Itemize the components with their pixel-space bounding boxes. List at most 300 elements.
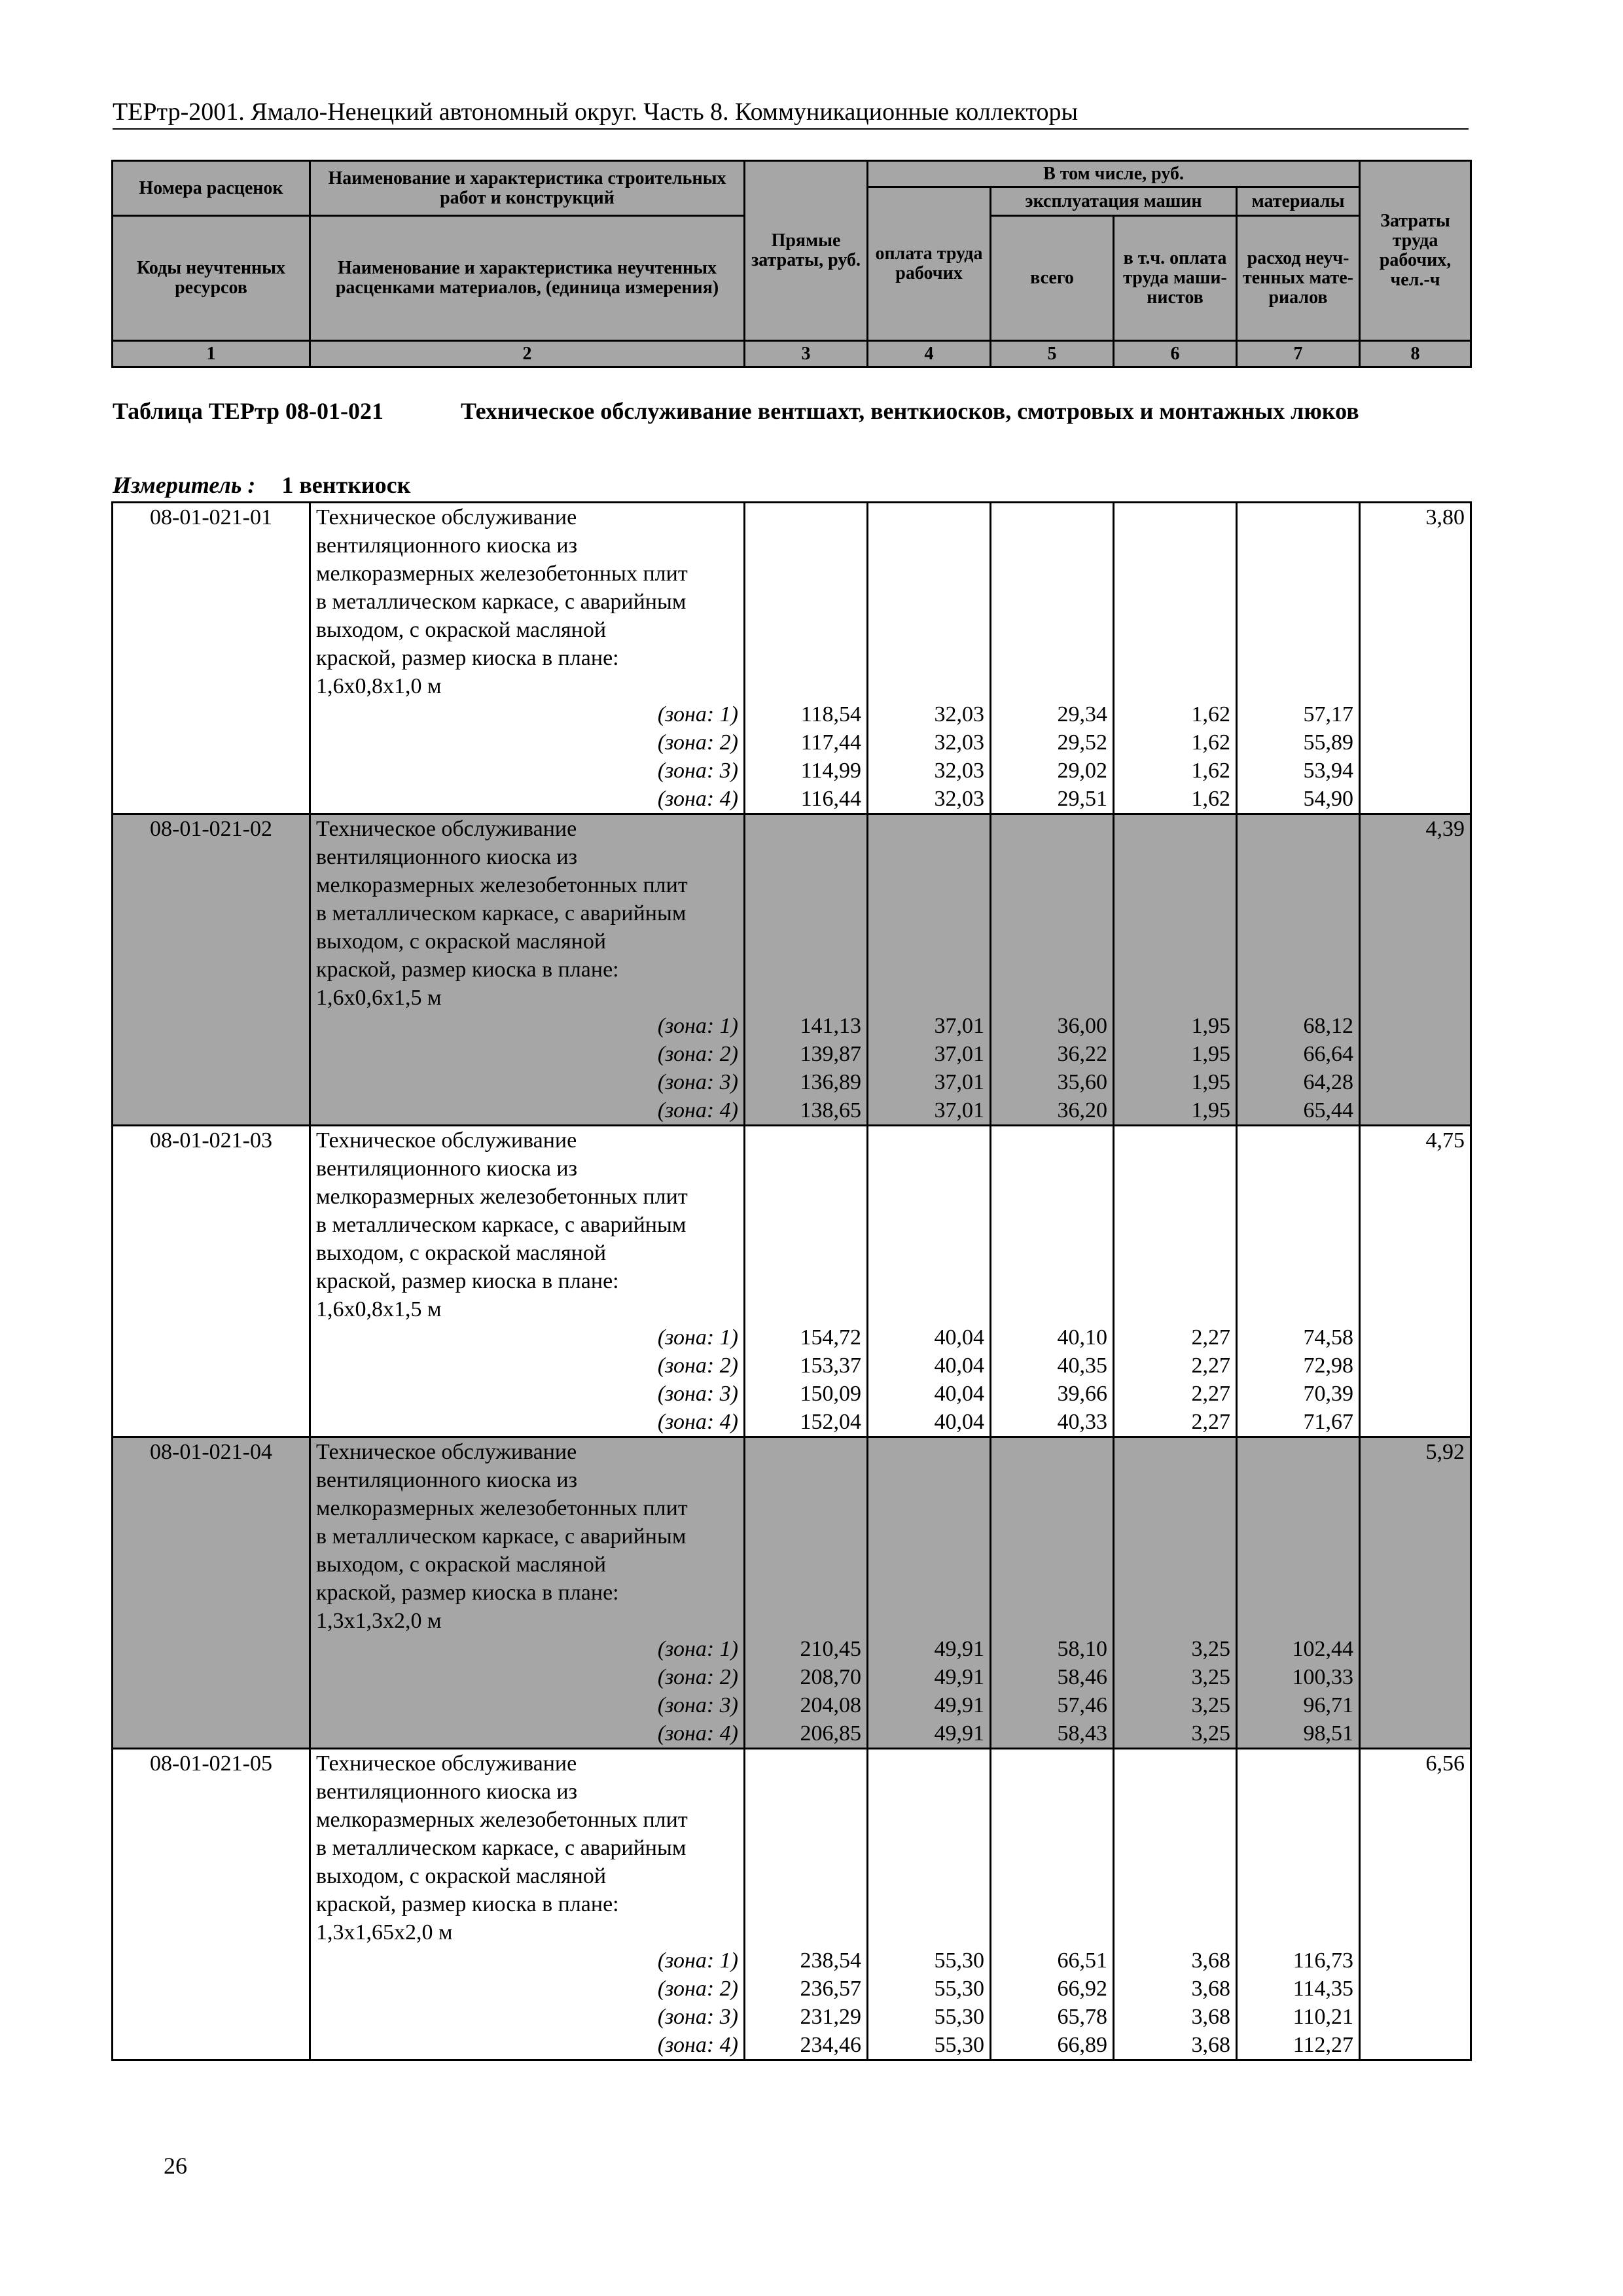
rate-description-line: вентиляционного киоска из — [310, 1155, 745, 1183]
table-row — [113, 1778, 1471, 1806]
labor-cell — [1360, 1946, 1471, 1975]
rate-description-line: в металлическом каркасе, с аварийным — [310, 1211, 745, 1239]
table-row — [113, 1691, 1471, 1719]
labor-cell — [1360, 956, 1471, 984]
rate-code-cell — [113, 2003, 310, 2031]
direct-cost: 138,65 — [745, 1096, 868, 1126]
value-cell — [868, 1918, 991, 1946]
labor-cell — [1360, 1607, 1471, 1635]
value-cell — [868, 672, 991, 700]
value-cell — [991, 1155, 1114, 1183]
table-row — [113, 956, 1471, 984]
worker-pay: 55,30 — [868, 2031, 991, 2060]
machines-total: 36,00 — [991, 1012, 1114, 1040]
rate-code-cell — [113, 1295, 310, 1323]
zone-label: (зона: 1) — [310, 1012, 745, 1040]
value-cell — [1237, 1239, 1360, 1267]
labor-cell — [1360, 728, 1471, 757]
worker-pay: 55,30 — [868, 1975, 991, 2003]
table-row — [113, 843, 1471, 871]
rate-code-cell — [113, 1635, 310, 1663]
rate-code-cell — [113, 2031, 310, 2060]
rate-code: 08-01-021-05 — [113, 1749, 310, 1778]
rate-code-cell — [113, 1352, 310, 1380]
value-cell — [745, 814, 868, 844]
measure-line — [113, 471, 410, 499]
table-row — [113, 531, 1471, 560]
page-header: ТЕРтр-2001. Ямало-Ненецкий автономный округ. Часть 8. Коммуникационные коллекторы — [113, 97, 1469, 130]
operator-pay: 2,27 — [1114, 1323, 1237, 1352]
machines-total: 29,02 — [991, 757, 1114, 785]
rate-code-cell — [113, 1040, 310, 1068]
labor-cell — [1360, 757, 1471, 785]
rate-description-line: Техническое обслуживание — [310, 1126, 745, 1155]
value-cell — [1114, 956, 1237, 984]
table-row — [113, 1466, 1471, 1494]
table-row — [113, 1749, 1471, 1778]
material-usage: 74,58 — [1237, 1323, 1360, 1352]
table-row — [113, 1096, 1471, 1126]
zone-label: (зона: 4) — [310, 1719, 745, 1749]
value-cell — [745, 899, 868, 927]
operator-pay: 1,95 — [1114, 1096, 1237, 1126]
value-cell — [1114, 1806, 1237, 1834]
header-num-2: 2 — [310, 341, 745, 367]
table-row — [113, 588, 1471, 616]
value-cell — [1114, 1295, 1237, 1323]
direct-cost: 154,72 — [745, 1323, 868, 1352]
value-cell — [1114, 616, 1237, 644]
value-cell — [1237, 1551, 1360, 1579]
rate-description-line: мелкоразмерных железобетонных плит — [310, 1806, 745, 1834]
value-cell — [991, 1749, 1114, 1778]
labor-cell — [1360, 1183, 1471, 1211]
value-cell — [991, 1183, 1114, 1211]
rate-code-cell — [113, 616, 310, 644]
rate-code-cell — [113, 1096, 310, 1126]
table-row — [113, 1663, 1471, 1691]
rate-code-cell — [113, 785, 310, 814]
value-cell — [991, 843, 1114, 871]
value-cell — [1237, 1211, 1360, 1239]
value-cell — [1237, 1267, 1360, 1295]
direct-cost: 238,54 — [745, 1946, 868, 1975]
value-cell — [991, 1494, 1114, 1522]
rate-description-line: вентиляционного киоска из — [310, 843, 745, 871]
value-cell — [991, 1522, 1114, 1551]
table-row — [113, 2031, 1471, 2060]
value-cell — [991, 588, 1114, 616]
labor-cell — [1360, 927, 1471, 956]
value-cell — [1237, 672, 1360, 700]
worker-pay: 40,04 — [868, 1352, 991, 1380]
value-cell — [1237, 899, 1360, 927]
labor-cell — [1360, 1323, 1471, 1352]
material-usage: 66,64 — [1237, 1040, 1360, 1068]
labor-cell — [1360, 1975, 1471, 2003]
rate-description-line: 1,3х1,65х2,0 м — [310, 1918, 745, 1946]
labor-cell — [1360, 1494, 1471, 1522]
value-cell — [991, 560, 1114, 588]
rate-code-cell — [113, 1834, 310, 1862]
direct-cost: 152,04 — [745, 1408, 868, 1437]
table-row — [113, 1579, 1471, 1607]
value-cell — [868, 1183, 991, 1211]
zone-label: (зона: 3) — [310, 2003, 745, 2031]
rate-code: 08-01-021-01 — [113, 503, 310, 532]
worker-pay: 49,91 — [868, 1691, 991, 1719]
direct-cost: 117,44 — [745, 728, 868, 757]
labor-cell — [1360, 1691, 1471, 1719]
direct-cost: 136,89 — [745, 1068, 868, 1096]
labor-cost: 5,92 — [1360, 1437, 1471, 1467]
worker-pay: 49,91 — [868, 1635, 991, 1663]
value-cell — [1114, 1494, 1237, 1522]
value-cell — [868, 560, 991, 588]
table-row — [113, 616, 1471, 644]
zone-label: (зона: 2) — [310, 1040, 745, 1068]
value-cell — [1114, 1579, 1237, 1607]
value-cell — [745, 1551, 868, 1579]
table-row — [113, 1635, 1471, 1663]
value-cell — [868, 1211, 991, 1239]
value-cell — [745, 560, 868, 588]
measure-value: 1 венткиоск — [281, 472, 411, 498]
rate-code-cell — [113, 531, 310, 560]
labor-cell — [1360, 1834, 1471, 1862]
rate-description-line: выходом, с окраской масляной — [310, 1862, 745, 1890]
labor-cell — [1360, 1068, 1471, 1096]
zone-label: (зона: 4) — [310, 1096, 745, 1126]
value-cell — [745, 1239, 868, 1267]
rate-code-cell — [113, 757, 310, 785]
value-cell — [1114, 1466, 1237, 1494]
direct-cost: 150,09 — [745, 1380, 868, 1408]
table-title-code: Таблица ТЕРтр 08-01-021 — [113, 398, 384, 424]
rate-code-cell — [113, 700, 310, 728]
table-row — [113, 1068, 1471, 1096]
value-cell — [868, 1806, 991, 1834]
worker-pay: 40,04 — [868, 1380, 991, 1408]
value-cell — [1114, 1862, 1237, 1890]
zone-label: (зона: 2) — [310, 728, 745, 757]
value-cell — [745, 1295, 868, 1323]
value-cell — [1237, 644, 1360, 672]
labor-cost: 4,75 — [1360, 1126, 1471, 1155]
value-cell — [868, 1749, 991, 1778]
header-num-1: 1 — [113, 341, 310, 367]
material-usage: 57,17 — [1237, 700, 1360, 728]
table-row — [113, 1607, 1471, 1635]
labor-cell — [1360, 1806, 1471, 1834]
value-cell — [745, 843, 868, 871]
value-cell — [868, 588, 991, 616]
value-cell — [745, 1494, 868, 1522]
value-cell — [745, 1778, 868, 1806]
value-cell — [745, 1522, 868, 1551]
table-row — [113, 700, 1471, 728]
value-cell — [1237, 871, 1360, 899]
material-usage: 116,73 — [1237, 1946, 1360, 1975]
direct-cost: 116,44 — [745, 785, 868, 814]
rate-code-cell — [113, 1323, 310, 1352]
value-cell — [991, 871, 1114, 899]
value-cell — [745, 927, 868, 956]
value-cell — [991, 1211, 1114, 1239]
value-cell — [1114, 1918, 1237, 1946]
labor-cell — [1360, 1663, 1471, 1691]
value-cell — [868, 1466, 991, 1494]
value-cell — [868, 644, 991, 672]
labor-cell — [1360, 1579, 1471, 1607]
value-cell — [745, 1466, 868, 1494]
table-row — [113, 2003, 1471, 2031]
material-usage: 112,27 — [1237, 2031, 1360, 2060]
value-cell — [868, 1494, 991, 1522]
rate-code-cell — [113, 1862, 310, 1890]
rate-description-line: краской, размер киоска в плане: — [310, 1267, 745, 1295]
table-row — [113, 1239, 1471, 1267]
header-worker-pay: оплата труда рабочих — [868, 187, 991, 341]
value-cell — [1237, 1749, 1360, 1778]
labor-cell — [1360, 1267, 1471, 1295]
labor-cell — [1360, 672, 1471, 700]
value-cell — [868, 984, 991, 1012]
machines-total: 35,60 — [991, 1068, 1114, 1096]
operator-pay: 3,25 — [1114, 1663, 1237, 1691]
labor-cell — [1360, 616, 1471, 644]
value-cell — [1114, 1834, 1237, 1862]
value-cell — [1114, 560, 1237, 588]
material-usage: 65,44 — [1237, 1096, 1360, 1126]
value-cell — [868, 1862, 991, 1890]
worker-pay: 37,01 — [868, 1012, 991, 1040]
zone-label: (зона: 1) — [310, 1946, 745, 1975]
value-cell — [1237, 1155, 1360, 1183]
rate-code-cell — [113, 1522, 310, 1551]
value-cell — [991, 984, 1114, 1012]
table-row — [113, 1946, 1471, 1975]
direct-cost: 210,45 — [745, 1635, 868, 1663]
table-row — [113, 1918, 1471, 1946]
direct-cost: 114,99 — [745, 757, 868, 785]
rate-description-line: мелкоразмерных железобетонных плит — [310, 560, 745, 588]
material-usage: 70,39 — [1237, 1380, 1360, 1408]
rate-code-cell — [113, 1975, 310, 2003]
table-row — [113, 1975, 1471, 2003]
value-cell — [868, 1437, 991, 1467]
rate-code-cell — [113, 644, 310, 672]
table-title-text: Техническое обслуживание вентшахт, венткиосков, смотровых и монтажных люков — [461, 398, 1359, 424]
value-cell — [1114, 843, 1237, 871]
value-cell — [745, 956, 868, 984]
value-cell — [1114, 1155, 1237, 1183]
machines-total: 65,78 — [991, 2003, 1114, 2031]
value-cell — [1237, 956, 1360, 984]
rate-code-cell — [113, 927, 310, 956]
machines-total: 29,51 — [991, 785, 1114, 814]
rate-code-cell — [113, 1155, 310, 1183]
value-cell — [868, 871, 991, 899]
labor-cell — [1360, 1352, 1471, 1380]
rate-description-line: выходом, с окраской масляной — [310, 1551, 745, 1579]
value-cell — [1114, 1126, 1237, 1155]
worker-pay: 40,04 — [868, 1323, 991, 1352]
value-cell — [745, 1607, 868, 1635]
direct-cost: 153,37 — [745, 1352, 868, 1380]
value-cell — [868, 1834, 991, 1862]
value-cell — [991, 1126, 1114, 1155]
header-num-6: 6 — [1114, 341, 1237, 367]
operator-pay: 2,27 — [1114, 1408, 1237, 1437]
material-usage: 71,67 — [1237, 1408, 1360, 1437]
value-cell — [868, 1522, 991, 1551]
operator-pay: 1,62 — [1114, 700, 1237, 728]
rate-description-line: в металлическом каркасе, с аварийным — [310, 899, 745, 927]
labor-cell — [1360, 531, 1471, 560]
table-row — [113, 899, 1471, 927]
rates-table — [111, 501, 1472, 2061]
header-materials: материалы — [1237, 187, 1360, 216]
value-cell — [991, 672, 1114, 700]
value-cell — [1114, 1607, 1237, 1635]
value-cell — [991, 1778, 1114, 1806]
header-material-names: Наименование и характеристика неучтенных расценками материалов, (единица измерения) — [310, 216, 745, 341]
value-cell — [745, 588, 868, 616]
labor-cell — [1360, 871, 1471, 899]
labor-cell — [1360, 1719, 1471, 1749]
labor-cell — [1360, 644, 1471, 672]
zone-label: (зона: 4) — [310, 785, 745, 814]
labor-cell — [1360, 1862, 1471, 1890]
value-cell — [991, 1239, 1114, 1267]
labor-cost: 4,39 — [1360, 814, 1471, 844]
value-cell — [1114, 1211, 1237, 1239]
zone-label: (зона: 3) — [310, 757, 745, 785]
value-cell — [745, 1211, 868, 1239]
value-cell — [868, 1607, 991, 1635]
operator-pay: 1,95 — [1114, 1012, 1237, 1040]
value-cell — [1237, 1126, 1360, 1155]
value-cell — [991, 1267, 1114, 1295]
rate-code-cell — [113, 672, 310, 700]
worker-pay: 55,30 — [868, 2003, 991, 2031]
value-cell — [868, 1239, 991, 1267]
table-row — [113, 1806, 1471, 1834]
operator-pay: 3,68 — [1114, 1975, 1237, 2003]
value-cell — [745, 531, 868, 560]
labor-cell — [1360, 588, 1471, 616]
labor-cell — [1360, 1522, 1471, 1551]
value-cell — [1237, 588, 1360, 616]
machines-total: 29,52 — [991, 728, 1114, 757]
value-cell — [1237, 1918, 1360, 1946]
header-num-3: 3 — [745, 341, 868, 367]
worker-pay: 32,03 — [868, 728, 991, 757]
zone-label: (зона: 4) — [310, 1408, 745, 1437]
operator-pay: 1,95 — [1114, 1040, 1237, 1068]
value-cell — [1114, 644, 1237, 672]
rate-description-line: 1,6х0,8х1,0 м — [310, 672, 745, 700]
machines-total: 58,46 — [991, 1663, 1114, 1691]
value-cell — [868, 1551, 991, 1579]
table-row — [113, 1155, 1471, 1183]
header-work-name: Наименование и характеристика строительных работ и конструкций — [310, 161, 745, 216]
rate-code-cell — [113, 843, 310, 871]
rate-code-cell — [113, 1211, 310, 1239]
operator-pay: 2,27 — [1114, 1380, 1237, 1408]
rate-code-cell — [113, 728, 310, 757]
machines-total: 40,35 — [991, 1352, 1114, 1380]
labor-cell — [1360, 1155, 1471, 1183]
operator-pay: 3,68 — [1114, 2031, 1237, 2060]
value-cell — [868, 1579, 991, 1607]
machines-total: 39,66 — [991, 1380, 1114, 1408]
value-cell — [1114, 1239, 1237, 1267]
value-cell — [1237, 984, 1360, 1012]
table-row — [113, 672, 1471, 700]
machines-total: 40,33 — [991, 1408, 1114, 1437]
direct-cost: 141,13 — [745, 1012, 868, 1040]
labor-cell — [1360, 1635, 1471, 1663]
material-usage: 53,94 — [1237, 757, 1360, 785]
value-cell — [991, 503, 1114, 532]
table-row — [113, 1834, 1471, 1862]
labor-cell — [1360, 2031, 1471, 2060]
rate-code-cell — [113, 1663, 310, 1691]
measure-label: Измеритель : — [113, 472, 256, 498]
rate-description-line: выходом, с окраской масляной — [310, 1239, 745, 1267]
value-cell — [1114, 984, 1237, 1012]
header-labor-costs: Затраты труда рабочих, чел.-ч — [1360, 161, 1471, 341]
rate-code-cell — [113, 1494, 310, 1522]
labor-cell — [1360, 785, 1471, 814]
value-cell — [991, 1466, 1114, 1494]
rate-code-cell — [113, 1466, 310, 1494]
value-cell — [868, 843, 991, 871]
rate-description-line: мелкоразмерных железобетонных плит — [310, 1183, 745, 1211]
value-cell — [868, 927, 991, 956]
rate-description-line: в металлическом каркасе, с аварийным — [310, 1834, 745, 1862]
table-row — [113, 1012, 1471, 1040]
value-cell — [868, 1295, 991, 1323]
value-cell — [1114, 1437, 1237, 1467]
value-cell — [1114, 899, 1237, 927]
value-cell — [991, 1607, 1114, 1635]
machines-total: 58,43 — [991, 1719, 1114, 1749]
operator-pay: 1,95 — [1114, 1068, 1237, 1096]
value-cell — [745, 1862, 868, 1890]
table-row — [113, 1551, 1471, 1579]
value-cell — [868, 814, 991, 844]
labor-cost: 3,80 — [1360, 503, 1471, 532]
value-cell — [868, 1267, 991, 1295]
page-number: 26 — [164, 2153, 187, 2179]
value-cell — [868, 1890, 991, 1918]
column-header-table — [111, 160, 1472, 368]
operator-pay: 3,25 — [1114, 1691, 1237, 1719]
rate-code-cell — [113, 560, 310, 588]
value-cell — [991, 1890, 1114, 1918]
machines-total: 57,46 — [991, 1691, 1114, 1719]
labor-cell — [1360, 1096, 1471, 1126]
material-usage: 102,44 — [1237, 1635, 1360, 1663]
rate-code-cell — [113, 1719, 310, 1749]
value-cell — [868, 616, 991, 644]
value-cell — [1114, 1749, 1237, 1778]
labor-cell — [1360, 1211, 1471, 1239]
labor-cell — [1360, 984, 1471, 1012]
